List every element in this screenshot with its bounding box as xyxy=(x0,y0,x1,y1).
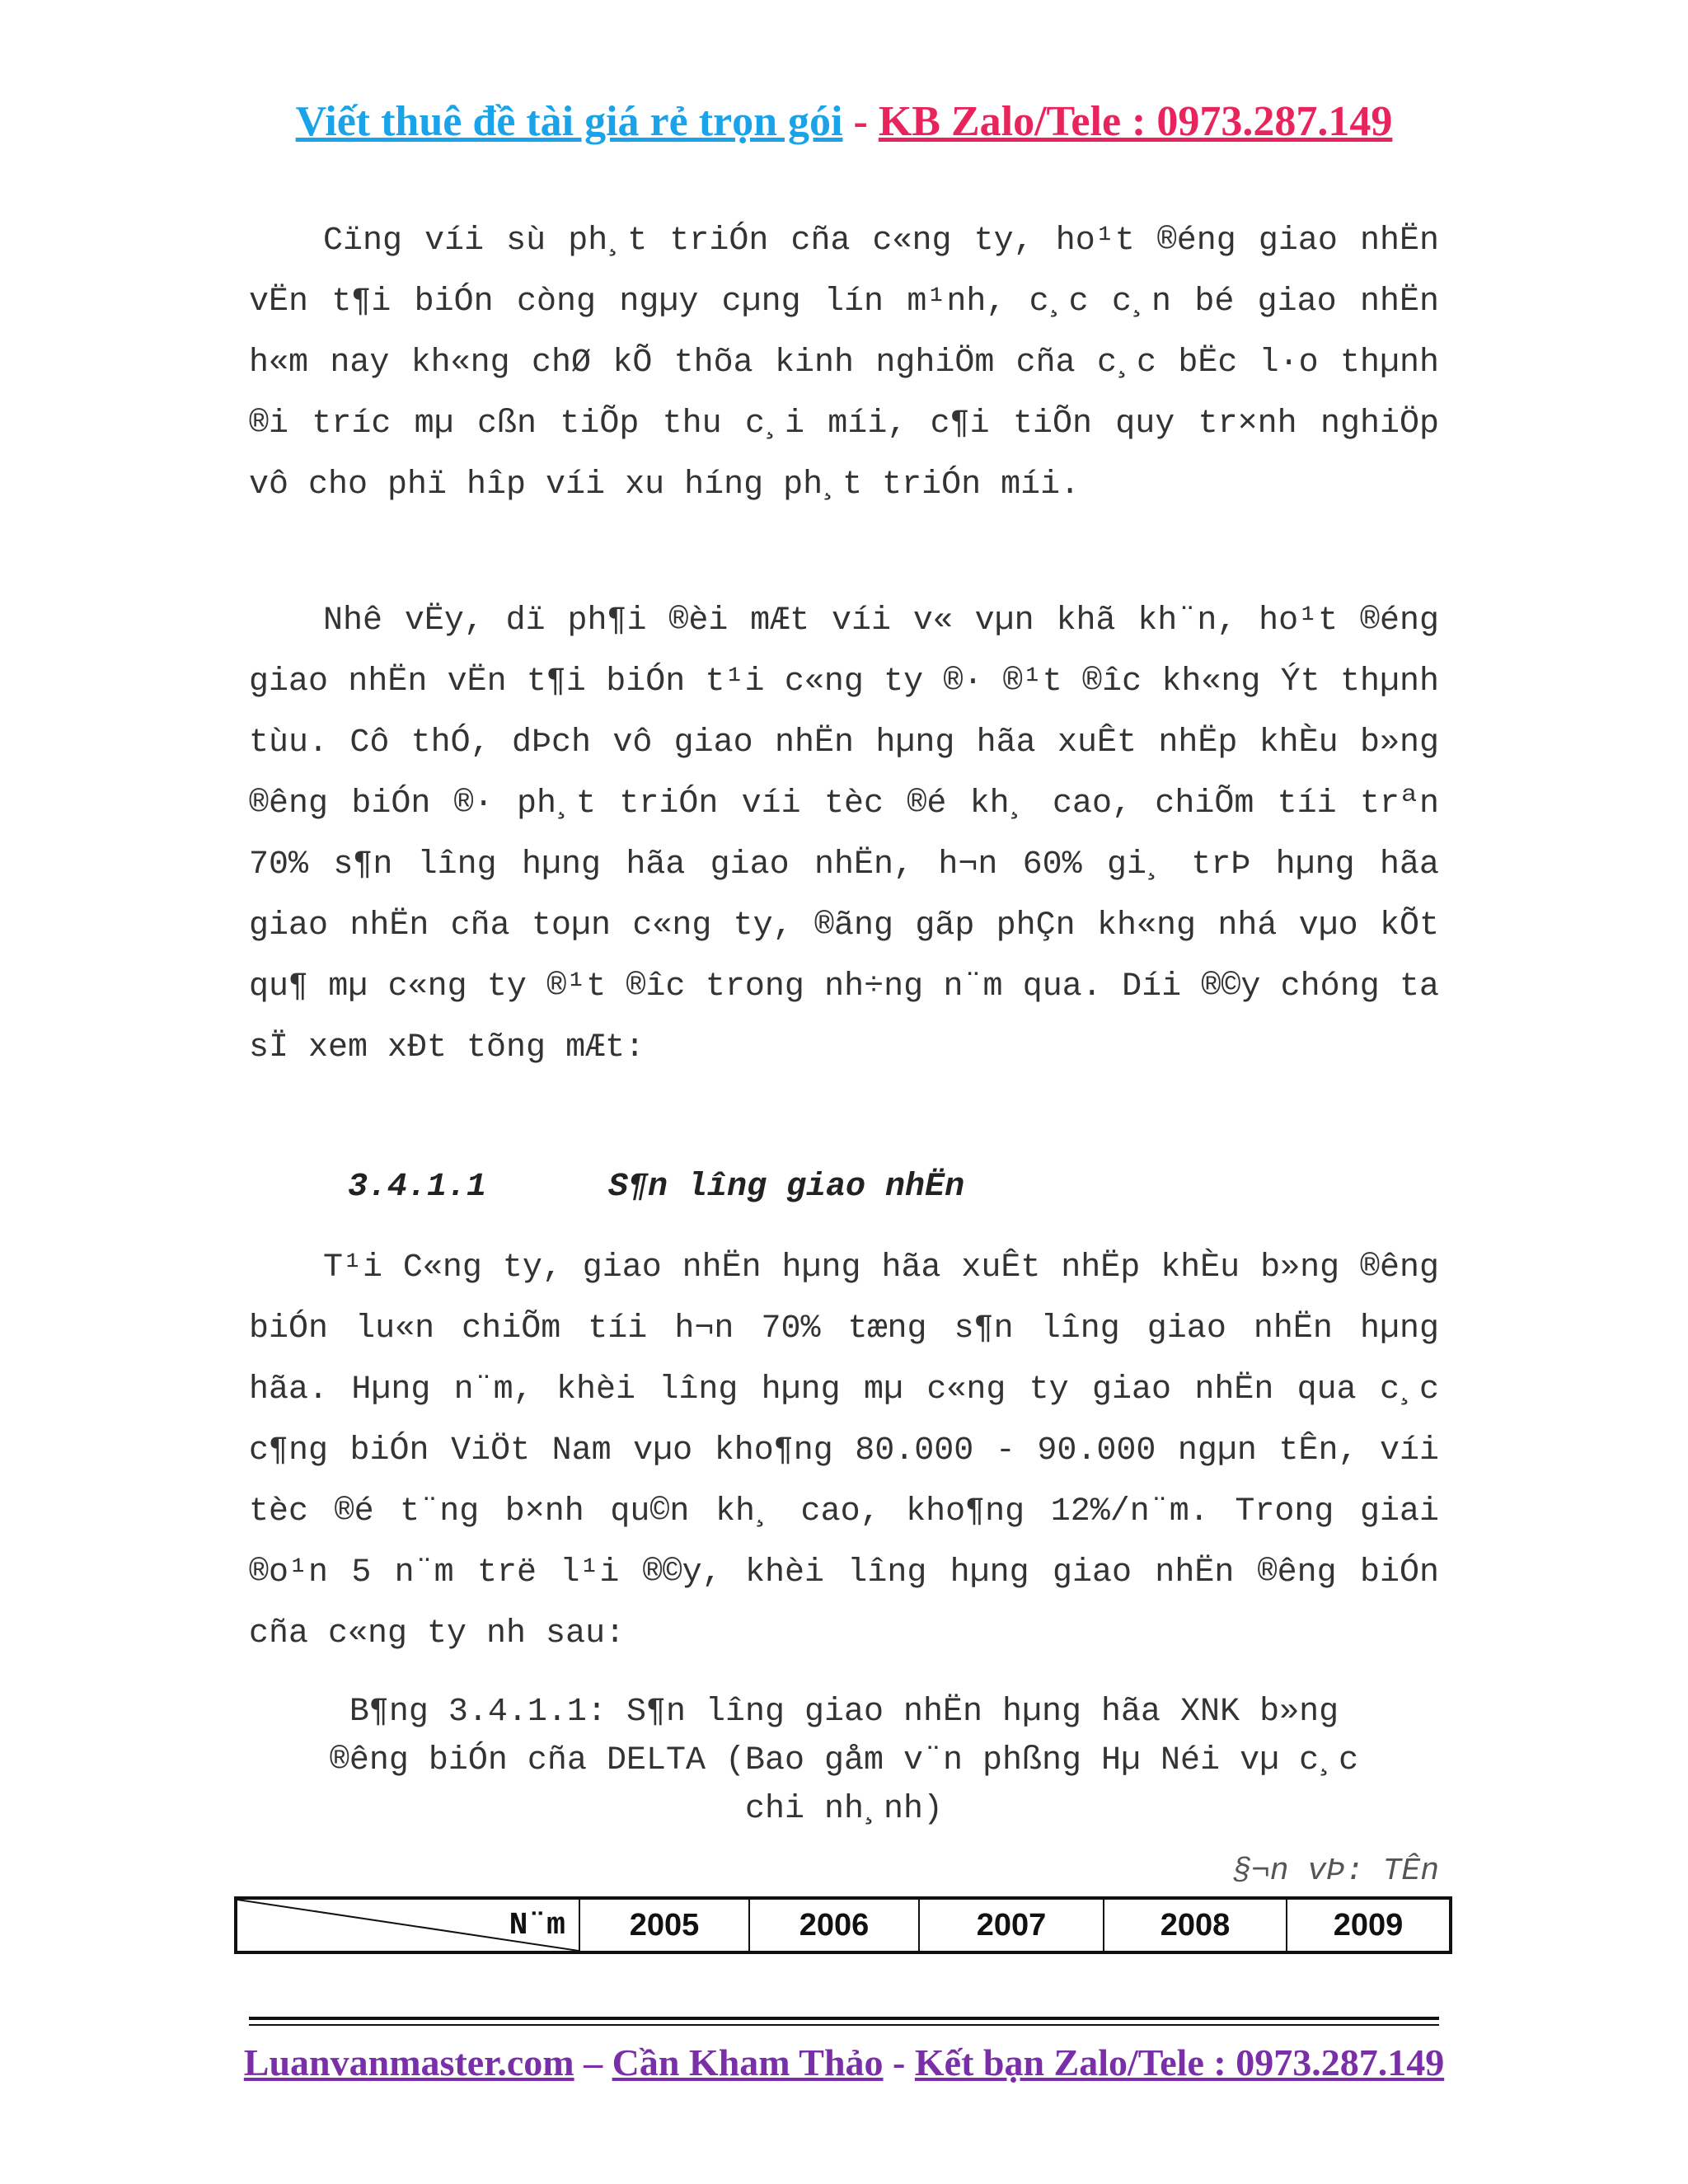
page-header xyxy=(0,97,1688,146)
paragraph-2 xyxy=(249,591,1439,1079)
footer-dash: – xyxy=(574,2041,612,2083)
caption-line-2: ®êng biÓn cña DELTA (Bao gåm v¨n phßng Hµ Néi vµ c¸c xyxy=(329,1742,1359,1779)
paragraph-text: Cïng víi sù ph¸t triÓn cña c«ng ty, ho¹t ®éng giao nhËn vËn t¶i biÓn còng ngµy cµng lín m¹nh, c¸c c¸n bé giao nhËn h«m nay kh«ng chØ kÕ thõa kinh nghiÖm cña c¸c bËc l·o thµnh ®i tríc mµ cßn tiÕp thu c¸i míi, c¶i tiÕn quy tr×nh nghiÖp vô cho phï hîp víi xu híng ph¸t triÓn míi. xyxy=(249,223,1439,504)
section-number: 3.4.1.1 xyxy=(348,1169,487,1206)
paragraph-3 xyxy=(249,1238,1439,1665)
footer-name-link[interactable]: Cần Kham Thảo xyxy=(612,2041,884,2083)
header-separator: - xyxy=(842,98,879,145)
caption-line-1: B¶ng 3.4.1.1: S¶n lîng giao nhËn hµng hãa XNK b»ng xyxy=(349,1694,1339,1731)
paragraph-1 xyxy=(249,211,1439,516)
year-header-cell: 2008 xyxy=(1103,1900,1286,1951)
year-header-cell: 2009 xyxy=(1286,1900,1449,1951)
paragraph-text: Nhê vËy, dï ph¶i ®èi mÆt víi v« vµn khã kh¨n, ho¹t ®éng giao nhËn vËn t¶i biÓn t¹i c«ng ty ®· ®¹t ®îc kh«ng Ýt thµnh tùu. Cô thÓ, dÞch vô giao nhËn hµng hãa xuÊt nhËp khÈu b»ng ®êng biÓn ®· ph¸t triÓn víi tèc ®é kh¸ cao, chiÕm tíi trªn 70% s¶n lîng hµng hãa giao nhËn, h¬n 60% gi¸ trÞ hµng hãa giao nhËn cña toµn c«ng ty, ®ãng gãp phÇn kh«ng nhá vµo kÕt qu¶ mµ c«ng ty ®¹t ®îc trong nh÷ng n¨m qua. Díi ®©y chóng ta sÏ xem xÐt tõng mÆt: xyxy=(249,602,1439,1066)
year-header-cell: 2005 xyxy=(579,1900,748,1951)
footer-separator: - xyxy=(883,2041,915,2083)
header-service-link[interactable]: Viết thuê đề tài giá rẻ trọn gói xyxy=(295,98,843,145)
table-caption xyxy=(249,1688,1439,1834)
footer-site-link[interactable]: Luanvanmaster.com xyxy=(243,2041,574,2083)
year-header-cell: 2007 xyxy=(918,1900,1103,1951)
diagonal-divider-icon xyxy=(237,1900,579,1951)
header-contact-link[interactable]: KB Zalo/Tele : 0973.287.149 xyxy=(878,98,1393,145)
section-heading xyxy=(348,1169,964,1206)
footer-contact-link[interactable]: Kết bạn Zalo/Tele : 0973.287.149 xyxy=(914,2041,1445,2083)
table-corner-cell xyxy=(237,1900,579,1951)
corner-label: N¨m xyxy=(509,1907,565,1943)
unit-note: §¬n vÞ: TÊn xyxy=(1232,1854,1439,1889)
year-header-cell: 2006 xyxy=(748,1900,918,1951)
paragraph-text: T¹i C«ng ty, giao nhËn hµng hãa xuÊt nhËp khÈu b»ng ®êng biÓn lu«n chiÕm tíi h¬n 70% tæng s¶n lîng giao nhËn hµng hãa. Hµng n¨m, khèi lîng hµng mµ c«ng ty giao nhËn qua c¸c c¶ng biÓn ViÖt Nam vµo kho¶ng 80.000 - 90.000 ngµn tÊn, víi tèc ®é t¨ng b×nh qu©n kh¸ cao, kho¶ng 12%/n¨m. Trong giai ®o¹n 5 n¨m trë l¹i ®©y, khèi lîng hµng giao nhËn ®êng biÓn cña c«ng ty nh sau: xyxy=(249,1249,1439,1652)
caption-line-3: chi nh¸nh) xyxy=(744,1791,944,1828)
footer-rule-thick xyxy=(249,2017,1439,2020)
section-title: S¶n lîng giao nhËn xyxy=(608,1169,965,1206)
page-footer xyxy=(0,2041,1688,2084)
data-table-header-row xyxy=(234,1896,1452,1954)
footer-rule-thin xyxy=(249,2024,1439,2026)
